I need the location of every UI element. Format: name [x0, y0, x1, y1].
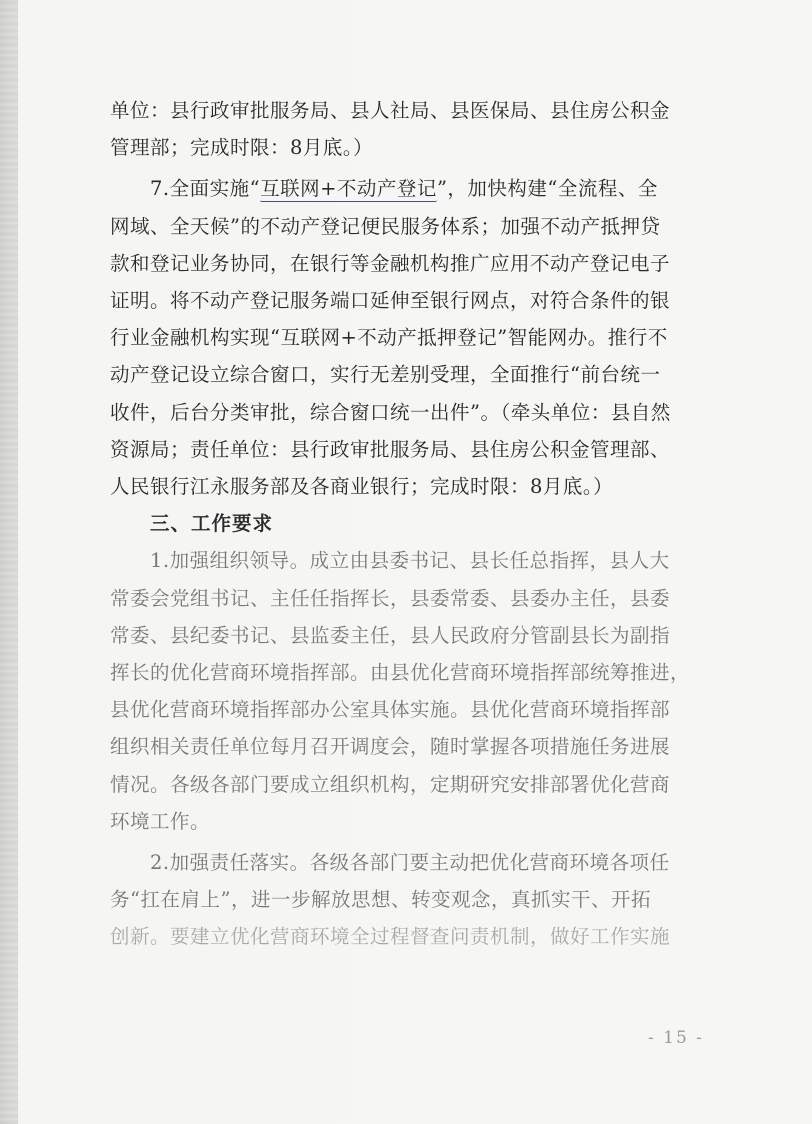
section-heading: 三、工作要求	[150, 512, 274, 536]
line: 创新。要建立优化营商环境全过程督查问责机制，做好工作实施	[110, 925, 671, 949]
line: 务“扛在肩上”，进一步解放思想、转变观念，真抓实干、开拓	[110, 888, 651, 912]
item-number: 7.	[150, 177, 170, 201]
document-body	[110, 92, 730, 956]
binding-edge	[0, 0, 18, 1124]
line: 挥长的优化营商环境指挥部。由县优化营商环境指挥部统筹推进，	[110, 661, 691, 685]
line: 收件，后台分类审批，综合窗口统一出件”。（牵头单位：县自然	[110, 400, 671, 424]
page-number: - 15 -	[648, 1028, 704, 1048]
paragraph-item-7-first-line	[110, 170, 730, 207]
line: 环境工作。	[110, 809, 211, 833]
line: 管理部；完成时限：8月底。）	[110, 136, 374, 160]
text-run: ”，加快构建“全流程、全	[436, 177, 658, 201]
line: 县优化营商环境指挥部办公室具体实施。县优化营商环境指挥部	[110, 698, 671, 722]
text-run: 全面实施“	[169, 177, 261, 201]
line: 网域、全天候”的不动产登记便民服务体系；加强不动产抵押贷	[110, 214, 661, 238]
line: 组织相关责任单位每月召开调度会，随时掌握各项措施任务进展	[110, 735, 671, 759]
line: 行业金融机构实现“互联网+不动产抵押登记”智能网办。推行不	[110, 326, 668, 350]
line: 人民银行江永服务部及各商业银行；完成时限：8月底。）	[110, 475, 614, 499]
line: 动产登记设立综合窗口，实行无差别受理，全面推行“前台统一	[110, 363, 661, 387]
line: 情况。各级各部门要成立组织机构，定期研究安排部署优化营商	[110, 772, 671, 796]
line: 常委、县纪委书记、县监委主任，县人民政府分管副县长为副指	[110, 623, 671, 647]
line: 常委会党组书记、主任任指挥长，县委常委、县委办主任，县委	[110, 586, 671, 610]
line: 1.加强组织领导。成立由县委书记、县长任总指挥，县人大	[150, 549, 670, 573]
line: 2.加强责任落实。各级各部门要主动把优化营商环境各项任	[150, 851, 670, 875]
line: 单位：县行政审批服务局、县人社局、县医保局、县住房公积金	[110, 99, 671, 122]
line: 资源局；责任单位：县行政审批服务局、县住房公积金管理部、	[110, 437, 671, 461]
underlined-phrase: 互联网+不动产登记	[260, 177, 437, 201]
line: 款和登记业务协同，在银行等金融机构推广应用不动产登记电子	[110, 251, 671, 275]
line: 证明。将不动产登记服务端口延伸至银行网点，对符合条件的银	[110, 289, 671, 313]
